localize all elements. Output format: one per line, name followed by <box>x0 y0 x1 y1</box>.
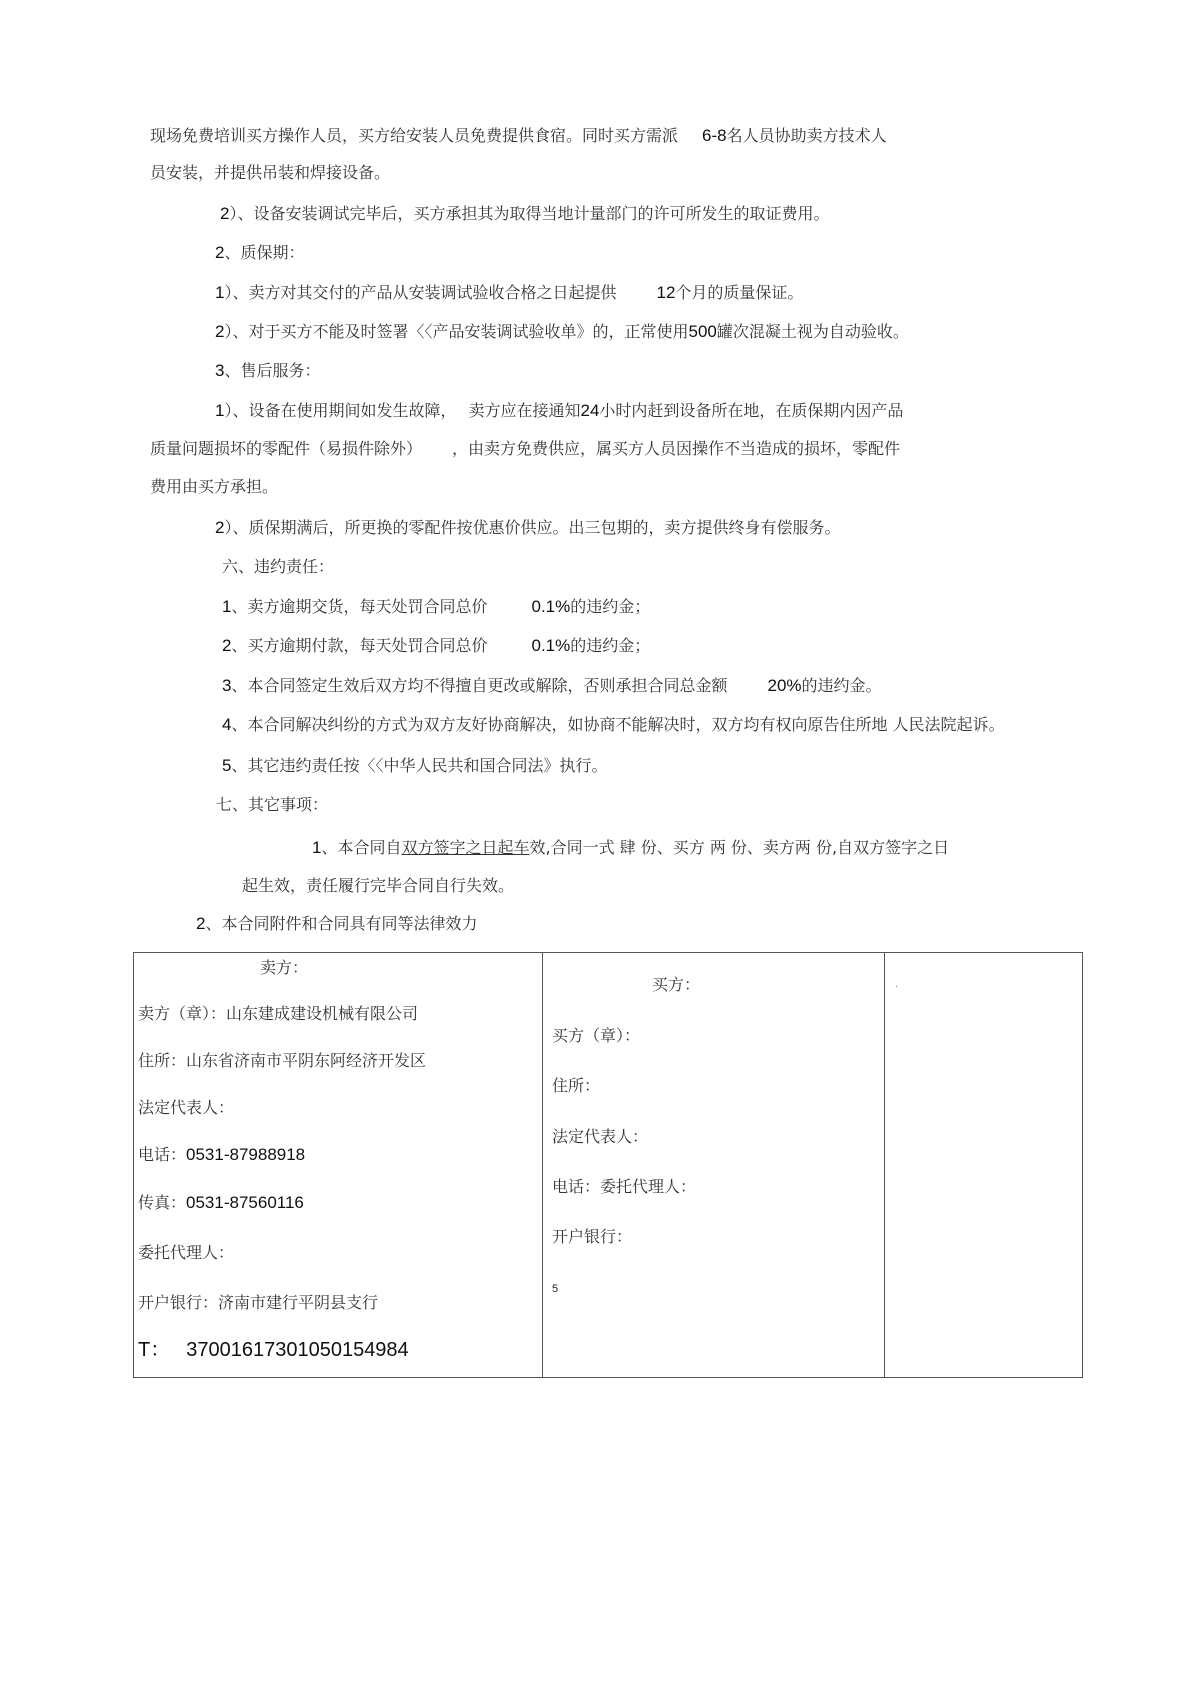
buyer-address: 住所： <box>552 1076 601 1095</box>
staff-count: 6-8 <box>702 126 727 145</box>
clause-number: 2 <box>215 518 225 537</box>
section-after-sales-heading <box>215 361 320 381</box>
table-divider <box>542 952 543 1378</box>
buyer-phone-agent: 电话：委托代理人： <box>552 1177 697 1196</box>
clause-number: 1 <box>222 597 232 616</box>
text: 名人员协助卖方技术人 <box>726 126 887 145</box>
section-number: 2 <box>215 243 225 262</box>
clause-late-delivery <box>222 597 650 617</box>
table-divider <box>884 952 885 1378</box>
clause-dispute-resolution <box>222 715 1005 735</box>
clause-post-warranty <box>215 518 840 538</box>
section-other-matters-heading <box>216 795 328 815</box>
text: 个月的质量保证。 <box>675 283 804 302</box>
warranty-months: 12 <box>656 283 676 302</box>
fax-number: 0531-87560116 <box>186 1193 304 1212</box>
clause-no-termination <box>222 676 882 696</box>
paragraph-training-line1 <box>150 126 887 146</box>
text: ）、设备安装调试完毕后，买方承担其为取得当地计量部门的许可所发生的取证费用。 <box>229 204 830 223</box>
clause-number: 2 <box>196 914 206 933</box>
text: 、本合同附件和合同具有同等法律效力 <box>205 914 478 933</box>
fax-label: 传真： <box>138 1193 187 1212</box>
text: 费用由买方承担。 <box>150 477 279 496</box>
seller-account <box>138 1340 409 1361</box>
seller-bank: 开户银行：济南市建行平阴县支行 <box>138 1293 379 1312</box>
text: 七、其它事项： <box>216 795 329 814</box>
text: 的违约金； <box>570 597 651 616</box>
text: 效,合同一式 肆 份、买方 两 份、卖方两 份,自双方签字之日 <box>529 838 950 857</box>
seller-heading: 卖方： <box>260 958 309 977</box>
text: 现场免费培训买方操作人员，买方给安装人员免费提供食宿。同时买方需派 <box>150 126 679 145</box>
text: 小时内赶到设备所在地，在质保期内因产品 <box>599 401 904 420</box>
buyer-seal: 买方（章）： <box>552 1026 641 1045</box>
clause-number: 2 <box>220 204 230 223</box>
text: 、本合同签定生效后双方均不得擅自更改或解除，否则承担合同总金额 <box>231 676 728 695</box>
text: 、质保期： <box>224 243 305 262</box>
seller-fax <box>138 1193 304 1213</box>
text: 的违约金； <box>570 636 651 655</box>
clause-number: 5 <box>222 756 232 775</box>
text: 、售后服务： <box>224 361 321 380</box>
paragraph-training-line2 <box>150 163 390 183</box>
account-label: T： <box>138 1339 171 1361</box>
section-warranty-heading <box>215 243 304 263</box>
text: ）、质保期满后，所更换的零配件按优惠价供应。出三包期的，卖方提供终身有偿服务。 <box>224 518 841 537</box>
clause-fault-response-line3 <box>150 477 278 497</box>
text: ，由卖方免费供应，属买方人员因操作不当造成的损坏，零配件 <box>452 439 901 458</box>
phone-number: 0531-87988918 <box>186 1145 306 1164</box>
clause-effective-date-line1 <box>312 838 949 858</box>
seller-legal-rep: 法定代表人： <box>138 1098 235 1117</box>
text: 员安装，并提供吊装和焊接设备。 <box>150 163 391 182</box>
text: 六、违约责任： <box>222 557 335 576</box>
clause-auto-acceptance <box>215 322 909 342</box>
text: 、本合同解决纠纷的方式为双方友好协商解决，如协商不能解决时，双方均有权向原告住所地 人民法院起诉。 <box>231 715 1005 734</box>
text: ）、对于买方不能及时签署〈〈产品安装调试验收单》的，正常使用 <box>224 322 689 341</box>
page-number: 5 <box>552 1283 559 1295</box>
text: ）、设备在使用期间如发生故障， <box>224 401 457 420</box>
seller-agent: 委托代理人： <box>138 1243 235 1262</box>
clause-install-fees <box>220 204 829 224</box>
buyer-bank: 开户银行： <box>552 1227 633 1246</box>
clause-annex-validity <box>196 914 477 934</box>
clause-number: 2 <box>215 322 225 341</box>
text: 罐次混凝土视为自动验收。 <box>716 322 909 341</box>
text: 、其它违约责任按〈〈中华人民共和国合同法》执行。 <box>231 756 608 775</box>
clause-number: 1 <box>215 283 225 302</box>
text: 卖方应在接通知 <box>468 401 581 420</box>
seller-address: 住所：山东省济南市平阴东阿经济开发区 <box>138 1051 427 1070</box>
section-liability-heading <box>222 557 334 577</box>
clause-warranty-period <box>215 283 803 303</box>
text: 、本合同自 <box>321 838 402 857</box>
response-hours: 24 <box>580 401 600 420</box>
text: 起生效，责任履行完毕合同自行失效。 <box>242 876 515 895</box>
text: 、买方逾期付款，每天处罚合同总价 <box>231 636 488 655</box>
text: 的违约金。 <box>801 676 882 695</box>
clause-number: 2 <box>222 636 232 655</box>
penalty-rate: 20% <box>767 676 802 695</box>
clause-number: 3 <box>222 676 232 695</box>
clause-number: 1 <box>215 401 225 420</box>
clause-effective-date-line2 <box>242 876 514 896</box>
clause-number: 1 <box>312 838 322 857</box>
buyer-heading: 买方： <box>652 975 701 994</box>
penalty-rate: 0.1% <box>531 597 571 616</box>
phone-label: 电话： <box>138 1145 187 1164</box>
clause-fault-response-line2 <box>150 439 900 459</box>
seller-phone <box>138 1145 305 1165</box>
batch-count: 500 <box>688 322 717 341</box>
third-cell-mark: . <box>895 978 899 990</box>
underlined-text: 双方签字之日起车 <box>401 838 530 857</box>
clause-other-liability <box>222 756 607 776</box>
text: 、卖方逾期交货，每天处罚合同总价 <box>231 597 488 616</box>
penalty-rate: 0.1% <box>531 636 571 655</box>
clause-fault-response-line1 <box>215 401 903 421</box>
clause-number: 4 <box>222 715 232 734</box>
seller-seal: 卖方（章）：山东建成建设机械有限公司 <box>138 1004 419 1023</box>
clause-late-payment <box>222 636 650 656</box>
account-number: 37001617301050154984 <box>186 1339 409 1361</box>
section-number: 3 <box>215 361 225 380</box>
text: 质量问题损坏的零配件（易损件除外） <box>150 439 423 458</box>
text: ）、卖方对其交付的产品从安装调试验收合格之日起提供 <box>224 283 617 302</box>
buyer-legal-rep: 法定代表人： <box>552 1127 649 1146</box>
